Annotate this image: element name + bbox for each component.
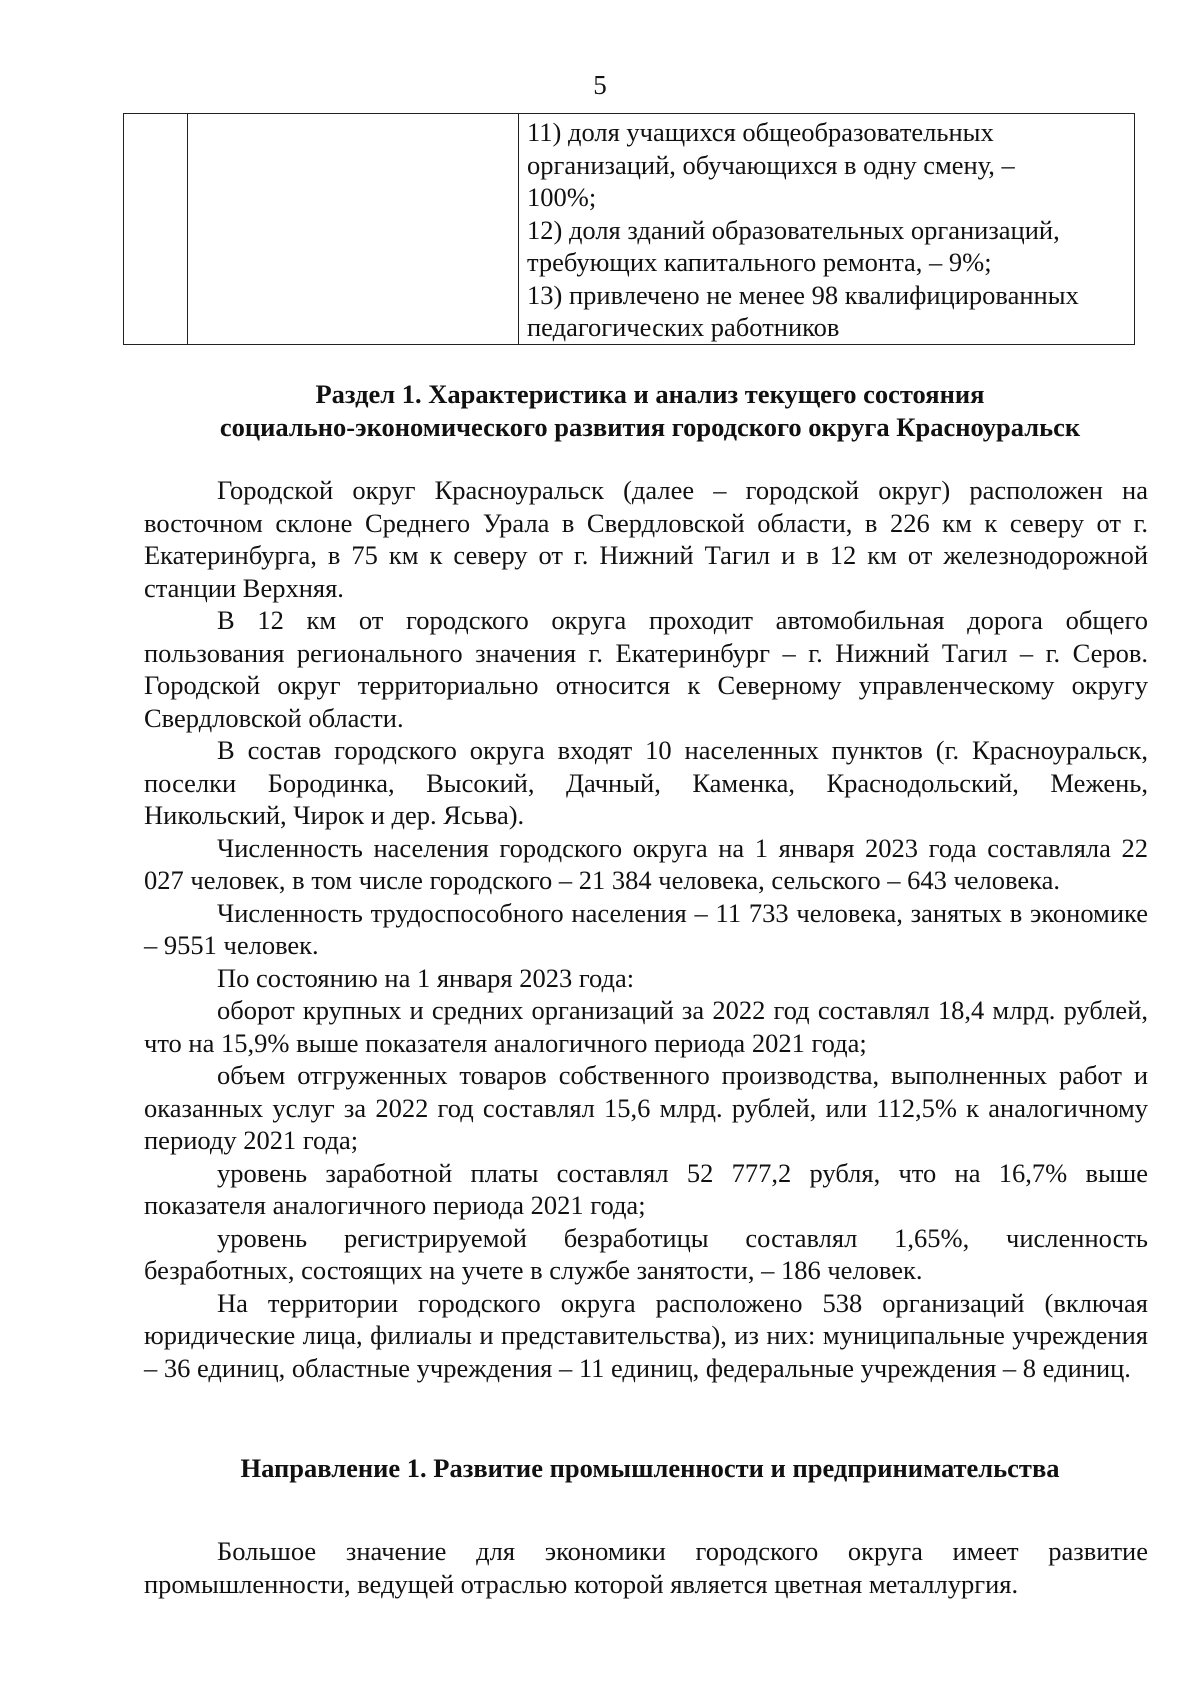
- table-cell-targets: [519, 114, 1135, 345]
- section-1-body: [144, 474, 1148, 1384]
- table-cell-name: [188, 114, 519, 345]
- table-row: [124, 114, 1135, 345]
- paragraph: уровень регистрируемой безработицы составлял 1,65%, численность безработных, состоящих на учете в службе занятости, – 186 человек.: [144, 1222, 1148, 1285]
- paragraph: Городской округ Красноуральск (далее – городской округ) расположен на восточном склоне Среднего Урала в Свердловской области, в 226 км к северу от г. Екатеринбурга, в 75 км к северу от г. Нижний Тагил и в 12 км от железнодорожной станции Верхняя.: [144, 475, 1148, 603]
- paragraph: Большое значение для экономики городского округа имеет развитие промышленности, ведущей отраслью которой является цветная металлургия.: [144, 1536, 1148, 1599]
- paragraph: В 12 км от городского округа проходит автомобильная дорога общего пользования регионального значения г. Екатеринбург – г. Нижний Тагил – г. Серов. Городской округ территориально относится к Северному управленческому округу Свердловской области.: [144, 605, 1148, 733]
- paragraph: объем отгруженных товаров собственного производства, выполненных работ и оказанных услуг за 2022 год составлял 15,6 млрд. рублей, или 112,5% к аналогичному периоду 2021 года;: [144, 1060, 1148, 1155]
- paragraph: В состав городского округа входят 10 населенных пунктов (г. Красноуральск, поселки Бородинка, Высокий, Дачный, Каменка, Краснодольский, Межень, Никольский, Чирок и дер. Ясьва).: [144, 735, 1148, 830]
- page-number: 5: [593, 70, 607, 100]
- paragraph: оборот крупных и средних организаций за 2022 год составлял 18,4 млрд. рублей, что на 15,9% выше показателя аналогичного периода 2021 года;: [144, 995, 1148, 1058]
- paragraph: Численность трудоспособного населения – 11 733 человека, занятых в экономике – 9551 человек.: [144, 897, 1148, 960]
- continued-table: [123, 113, 1135, 345]
- table-line: 12) доля зданий образовательных организаций,: [527, 214, 1060, 245]
- section-1-title-line: социально-экономического развития городского округа Красноуральск: [219, 411, 1081, 442]
- paragraph: Численность населения городского округа на 1 января 2023 года составляла 22 027 человек, в том числе городского – 21 384 человека, сельского – 643 человека.: [144, 832, 1148, 895]
- table-line: 100%;: [527, 182, 597, 212]
- table-line: 13) привлечено не менее 98 квалифицированных: [527, 279, 1079, 310]
- section-1-heading: [0, 378, 1200, 443]
- paragraph: На территории городского округа расположено 538 организаций (включая юридические лица, филиалы и представительства), из них: муниципальные учреждения – 36 единиц, областные учреждения – 11 единиц, федеральные учреждения – 8 единиц.: [144, 1287, 1148, 1383]
- table-cell-number: [124, 114, 188, 345]
- table-line: требующих капитального ремонта, – 9%;: [527, 247, 992, 277]
- direction-1-heading: Направление 1. Развитие промышленности и предпринимательства: [240, 1453, 1060, 1483]
- paragraph: уровень заработной платы составлял 52 777,2 рубля, что на 16,7% выше показателя аналогичного периода 2021 года;: [144, 1157, 1148, 1220]
- table-line: организаций, обучающихся в одну смену, –: [527, 149, 1015, 180]
- paragraph: По состоянию на 1 января 2023 года:: [217, 962, 635, 993]
- direction-1-body: [144, 1535, 1148, 1600]
- section-1-title-line: Раздел 1. Характеристика и анализ текущего состояния: [315, 379, 985, 409]
- table-line: педагогических работников: [527, 312, 840, 342]
- table-line: 11) доля учащихся общеобразовательных: [527, 117, 994, 147]
